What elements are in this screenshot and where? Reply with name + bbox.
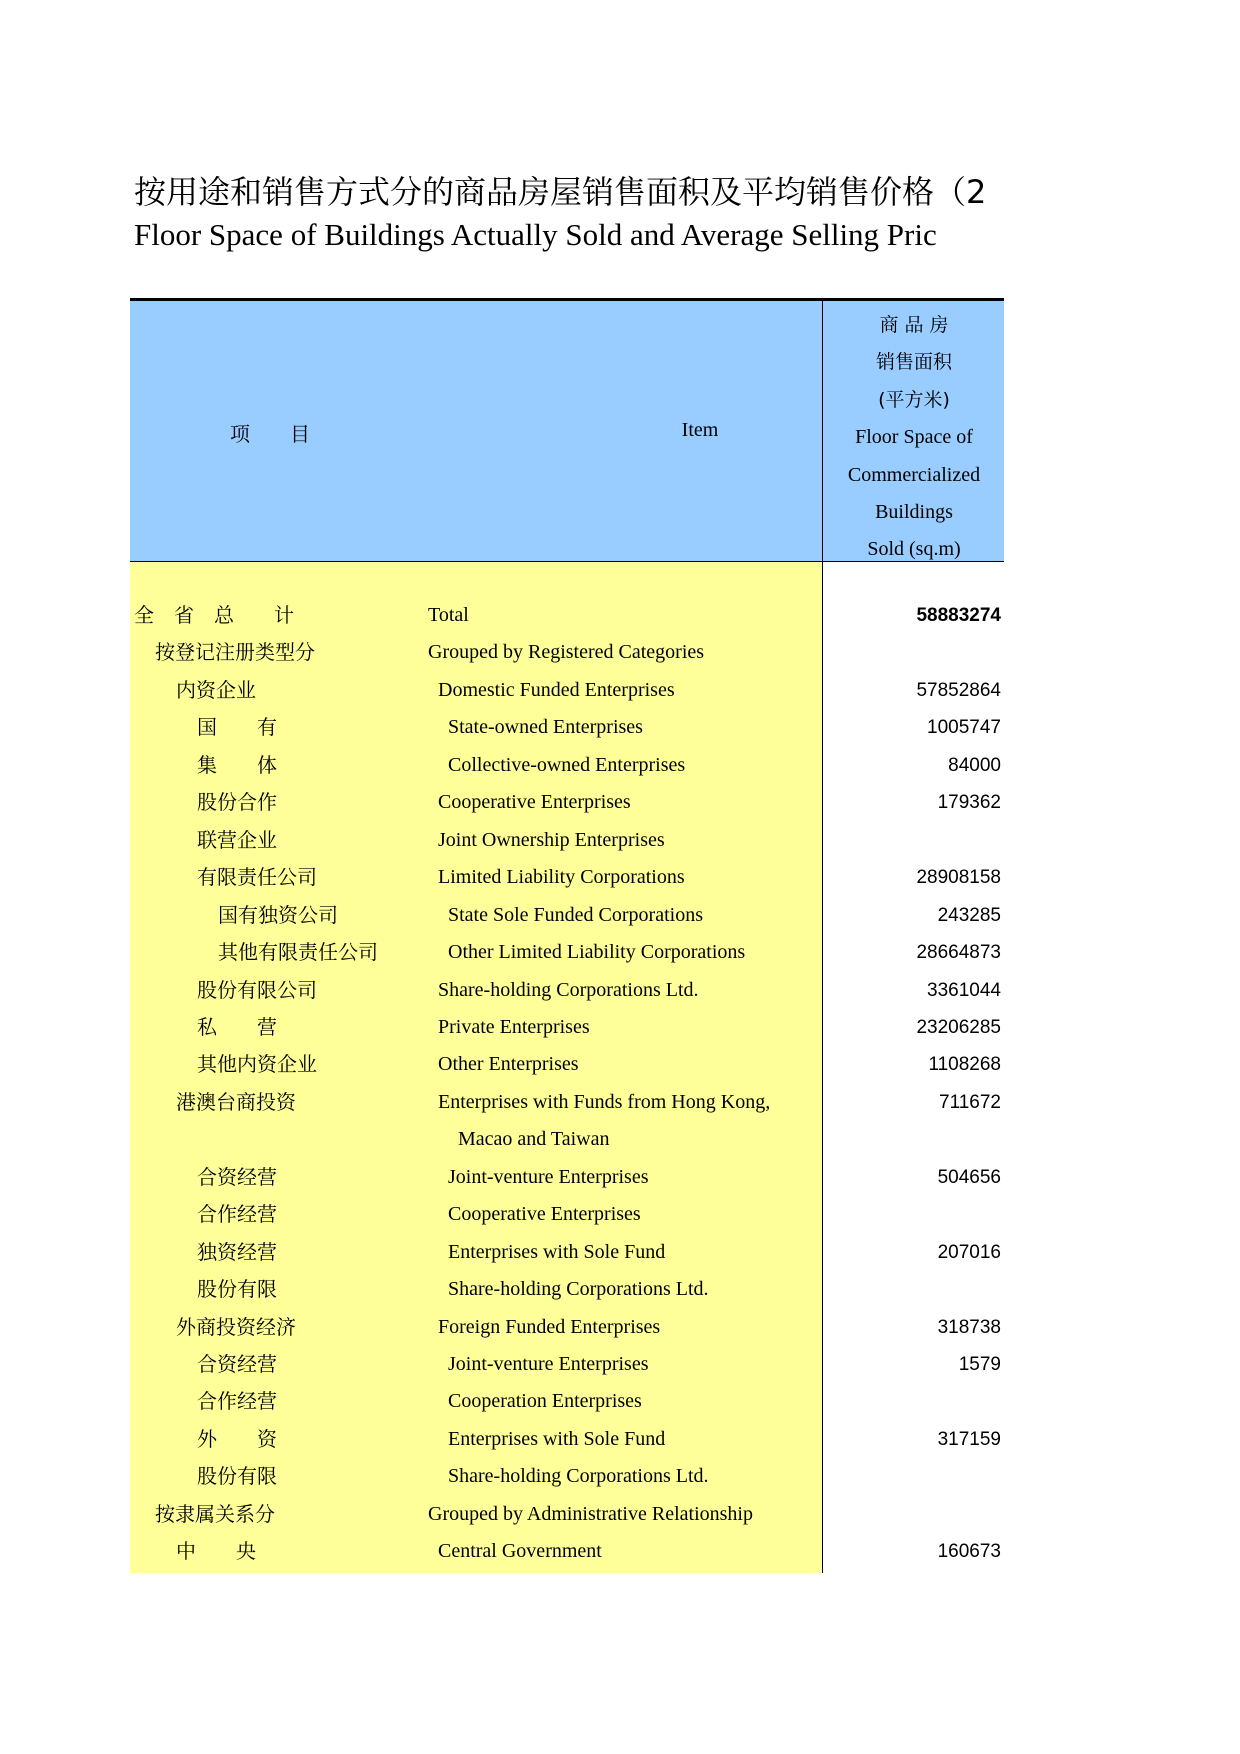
row-label-chinese: 合作经营 — [197, 1202, 277, 1227]
row-label-chinese: 股份合作 — [197, 790, 277, 815]
row-label-english: Foreign Funded Enterprises — [438, 1315, 661, 1338]
table-row — [130, 1271, 1004, 1308]
col-head-zh-1: 商 品 房 — [879, 314, 949, 336]
row-label-chinese: 股份有限公司 — [197, 977, 317, 1002]
row-label-chinese: 按隶属关系分 — [155, 1501, 275, 1526]
table-row — [130, 934, 1004, 971]
table-row — [130, 1458, 1004, 1495]
col-head-zh-2: 销售面积 — [875, 351, 952, 374]
data-table — [130, 298, 1004, 1573]
row-value-floor-space: 58883274 — [916, 605, 1001, 626]
table-row — [130, 897, 1004, 934]
row-label-english: Joint Ownership Enterprises — [438, 828, 665, 851]
row-label-english: Enterprises with Sole Fund — [448, 1240, 666, 1263]
row-label-english: Macao and Taiwan — [458, 1128, 610, 1151]
column-header-floor-space — [824, 307, 1004, 569]
row-label-english: Other Limited Liability Corporations — [448, 941, 746, 964]
row-label-english: Limited Liability Corporations — [438, 866, 685, 889]
col-head-en-1: Floor Space of — [855, 426, 973, 449]
row-value-floor-space: 1005747 — [927, 717, 1001, 739]
row-label-chinese: 有限责任公司 — [197, 865, 317, 890]
row-label-english: Cooperative Enterprises — [438, 791, 631, 814]
row-label-english: Share-holding Corporations Ltd. — [438, 978, 699, 1001]
row-label-english: Grouped by Administrative Relationship — [428, 1502, 753, 1525]
table-row — [130, 1084, 1004, 1121]
table-row — [130, 709, 1004, 746]
row-label-chinese: 集 体 — [197, 752, 277, 777]
row-label-english: State Sole Funded Corporations — [448, 903, 703, 926]
row-label-english: Enterprises with Sole Fund — [448, 1427, 666, 1450]
row-value-floor-space: 179362 — [937, 792, 1001, 814]
row-label-english: Cooperative Enterprises — [448, 1203, 641, 1226]
table-row — [130, 1046, 1004, 1083]
row-label-english: Joint-venture Enterprises — [448, 1165, 649, 1188]
table-row — [130, 597, 1004, 634]
row-label-english: Collective-owned Enterprises — [448, 753, 686, 776]
row-value-floor-space: 243285 — [937, 904, 1001, 926]
row-label-chinese: 私 营 — [197, 1014, 277, 1039]
row-value-floor-space: 28908158 — [916, 867, 1001, 889]
table-row — [130, 1234, 1004, 1271]
row-label-english: Private Enterprises — [438, 1015, 590, 1038]
row-value-floor-space: 28664873 — [916, 942, 1001, 964]
table-row — [130, 1121, 1004, 1158]
row-value-floor-space: 207016 — [937, 1241, 1001, 1263]
row-value-floor-space: 23206285 — [916, 1016, 1001, 1038]
title-chinese: 按用途和销售方式分的商品房屋销售面积及平均销售价格（2 — [134, 173, 987, 211]
row-value-floor-space: 1579 — [958, 1354, 1001, 1375]
row-label-english: Share-holding Corporations Ltd. — [448, 1465, 709, 1488]
header-item-english: Item — [681, 419, 719, 441]
table-row — [130, 859, 1004, 896]
col-head-zh-3: (平方米) — [878, 388, 950, 411]
row-label-chinese: 国 有 — [197, 715, 277, 740]
title-block — [134, 172, 1004, 255]
row-label-chinese: 港澳台商投资 — [176, 1089, 296, 1114]
row-label-english: Domestic Funded Enterprises — [438, 678, 675, 701]
row-label-chinese: 按登记注册类型分 — [155, 640, 315, 665]
row-label-chinese: 独资经营 — [197, 1239, 277, 1264]
row-label-chinese: 合资经营 — [197, 1164, 277, 1189]
table-row — [130, 972, 1004, 1009]
row-value-floor-space: 84000 — [948, 754, 1001, 776]
row-label-english: Grouped by Registered Categories — [428, 641, 705, 664]
col-head-en-3: Buildings — [875, 501, 953, 524]
column-divider — [822, 301, 823, 1573]
row-label-english: Central Government — [438, 1540, 602, 1563]
table-body — [130, 562, 1004, 1573]
row-label-english: Enterprises with Funds from Hong Kong, — [438, 1090, 771, 1113]
row-label-chinese: 内资企业 — [176, 677, 256, 702]
table-row — [130, 1421, 1004, 1458]
row-value-floor-space: 711672 — [939, 1091, 1001, 1113]
title-english: Floor Space of Buildings Actually Sold and Average Selling Pric — [134, 217, 937, 252]
table-row — [130, 784, 1004, 821]
row-value-floor-space: 3361044 — [927, 979, 1001, 1001]
row-label-chinese: 合作经营 — [197, 1389, 277, 1414]
table-row — [130, 1533, 1004, 1570]
header-item-chinese: 项目 — [230, 422, 350, 446]
row-value-floor-space: 1108268 — [928, 1054, 1001, 1076]
table-row — [130, 822, 1004, 859]
row-label-chinese: 外商投资经济 — [176, 1314, 296, 1339]
row-label-chinese: 其他有限责任公司 — [218, 940, 378, 965]
row-label-chinese: 合资经营 — [197, 1352, 277, 1376]
row-value-floor-space: 317159 — [937, 1428, 1001, 1450]
row-label-chinese: 联营企业 — [197, 827, 277, 852]
row-label-english: Total — [428, 604, 469, 626]
row-label-chinese: 全 省 总 计 — [134, 603, 294, 627]
row-label-chinese: 股份有限 — [197, 1277, 277, 1302]
row-label-english: Share-holding Corporations Ltd. — [448, 1278, 709, 1301]
row-label-english: Other Enterprises — [438, 1053, 579, 1076]
row-label-chinese: 国有独资公司 — [218, 902, 338, 927]
row-label-chinese: 股份有限 — [197, 1464, 277, 1489]
table-row — [130, 1196, 1004, 1233]
row-value-floor-space: 318738 — [937, 1316, 1001, 1338]
row-value-floor-space: 160673 — [937, 1541, 1001, 1563]
row-value-floor-space: 504656 — [937, 1166, 1001, 1188]
table-row — [130, 1496, 1004, 1533]
table-row — [130, 1346, 1004, 1383]
row-label-chinese: 其他内资企业 — [197, 1052, 317, 1077]
table-header — [130, 301, 1004, 561]
table-row — [130, 634, 1004, 671]
col-head-en-2: Commercialized — [847, 463, 981, 486]
table-row — [130, 1009, 1004, 1046]
table-row — [130, 1309, 1004, 1346]
row-label-english: State-owned Enterprises — [448, 716, 643, 739]
table-row — [130, 672, 1004, 709]
row-label-english: Joint-venture Enterprises — [448, 1353, 649, 1375]
table-row — [130, 1159, 1004, 1196]
table-row — [130, 747, 1004, 784]
row-label-chinese: 中 央 — [176, 1539, 256, 1564]
table-row — [130, 1383, 1004, 1420]
row-label-chinese: 外 资 — [197, 1426, 277, 1451]
col-head-en-4: Sold (sq.m) — [867, 538, 961, 561]
row-value-floor-space: 57852864 — [916, 679, 1001, 701]
row-label-english: Cooperation Enterprises — [448, 1390, 642, 1413]
